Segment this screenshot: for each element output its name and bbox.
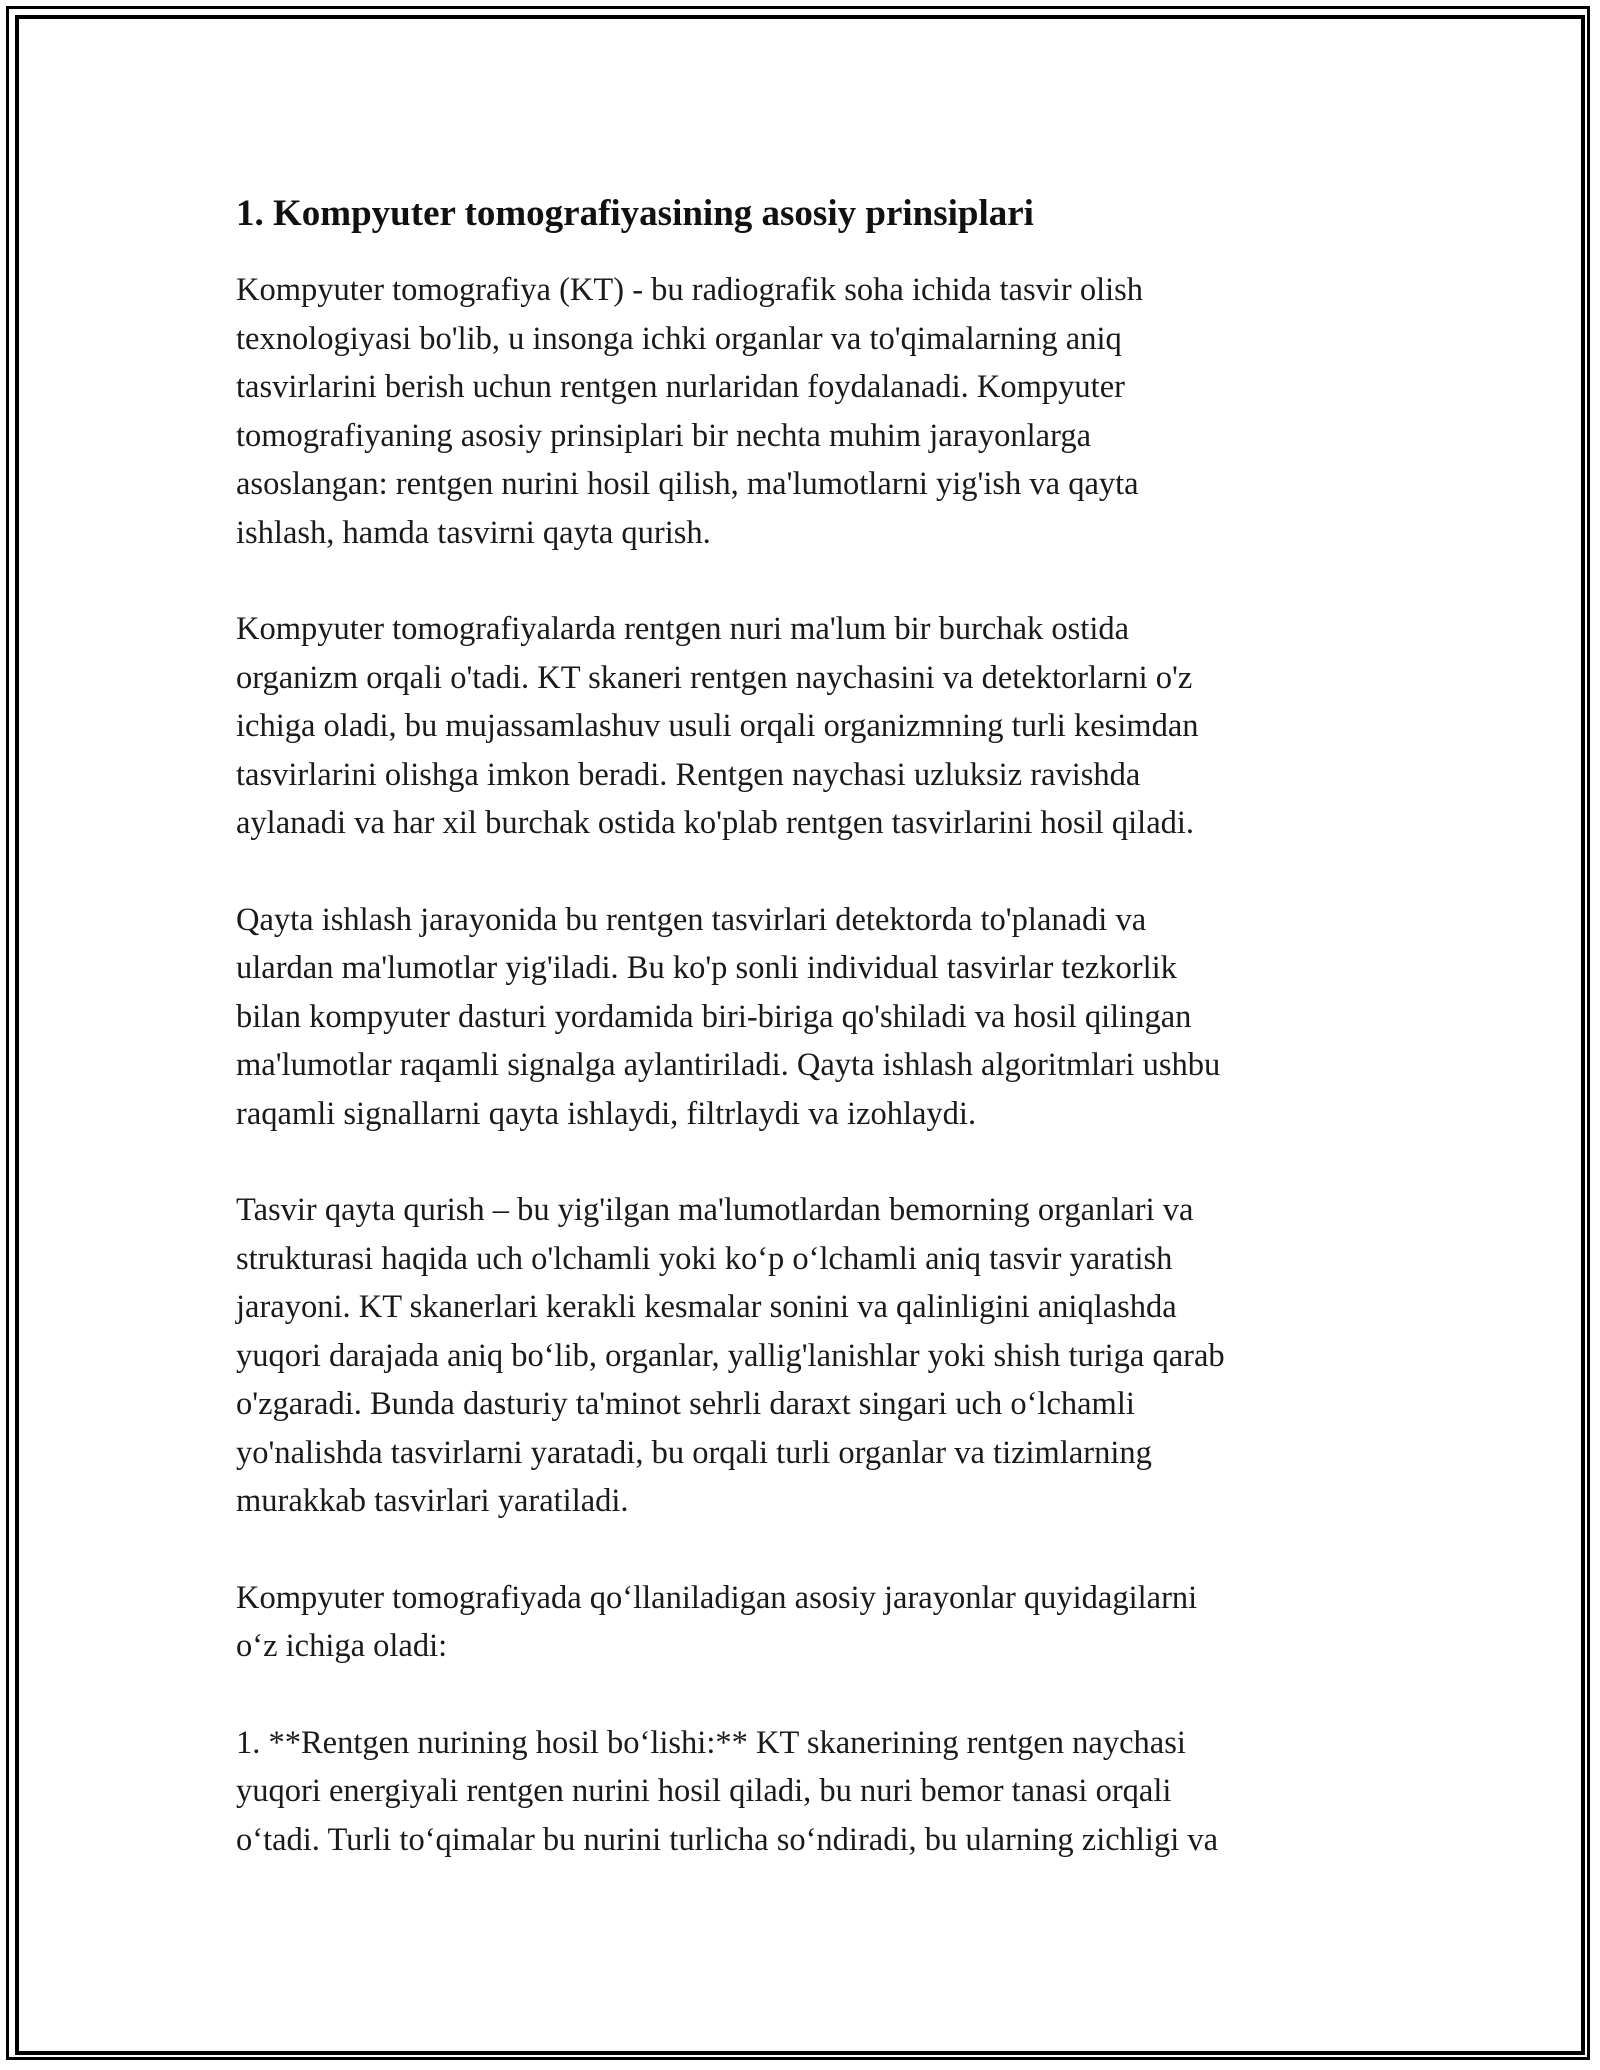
text-line: organizm orqali o'tadi. KT skaneri rentgen naychasini va detektorlarni o'z (236, 659, 1193, 696)
text-line: ma'lumotlar raqamli signalga aylantiriladi. Qayta ishlash algoritmlari ushbu (236, 1047, 1221, 1083)
text-line: jarayoni. KT skanerlari kerakli kesmalar sonini va qalinligini aniqlashda (236, 1289, 1177, 1325)
text-line: texnologiyasi bo'lib, u insonga ichki organlar va to'qimalarning aniq (236, 320, 1122, 357)
text-line: tasvirlarini berish uchun rentgen nurlaridan foydalanadi. Kompyuter (236, 369, 1125, 405)
text-line: Tasvir qayta qurish – bu yig'ilgan ma'lumotlardan bemorning organlari va (236, 1192, 1194, 1228)
text-line: yuqori darajada aniq boʻlib, organlar, yallig'lanishlar yoki shish turiga qarab (236, 1337, 1225, 1374)
paragraph (236, 605, 1364, 848)
text-line: o'zgaradi. Bunda dasturiy ta'minot sehrli daraxt singari uch oʻlchamli (236, 1386, 1135, 1422)
text-line: yo'nalishda tasvirlarni yaratadi, bu orqali turli organlar va tizimlarning (236, 1434, 1152, 1471)
text-line: yuqori energiyali rentgen nurini hosil qiladi, bu nuri bemor tanasi orqali (236, 1773, 1172, 1809)
text-line: oʻz ichiga oladi: (236, 1628, 448, 1664)
text-line: bilan kompyuter dasturi yordamida biri-biriga qo'shiladi va hosil qilingan (236, 998, 1192, 1035)
text-line: tasvirlarini olishga imkon beradi. Rentgen naychasi uzluksiz ravishda (236, 756, 1141, 793)
text-line: strukturasi haqida uch o'lchamli yoki koʻp oʻlchamli aniq tasvir yaratish (236, 1240, 1173, 1277)
text-line: raqamli signallarni qayta ishlaydi, filtrlaydi va izohlaydi. (236, 1095, 977, 1132)
text-line: Kompyuter tomografiyada qoʻllaniladigan asosiy jarayonlar quyidagilarni (236, 1579, 1198, 1616)
text-line: Kompyuter tomografiya (KT) - bu radiografik soha ichida tasvir olish (236, 272, 1144, 308)
text-line: 1. **Rentgen nurining hosil boʻlishi:** KT skanerining rentgen naychasi (236, 1724, 1186, 1761)
section-heading: 1. Kompyuter tomografiyasining asosiy prinsiplari (236, 193, 1034, 234)
paragraph (236, 266, 1364, 557)
text-line: aylanadi va har xil burchak ostida ko'plab rentgen tasvirlarini hosil qiladi. (236, 805, 1195, 841)
paragraph (236, 896, 1364, 1139)
text-line: murakkab tasvirlari yaratiladi. (236, 1483, 629, 1519)
text-line: asoslangan: rentgen nurini hosil qilish, ma'lumotlarni yig'ish va qayta (236, 466, 1139, 502)
text-line: ulardan ma'lumotlar yig'iladi. Bu ko'p sonli individual tasvirlar tezkorlik (236, 950, 1177, 986)
text-line: ishlash, hamda tasvirni qayta qurish. (236, 514, 711, 551)
paragraph (236, 1719, 1364, 1865)
paragraph (236, 1186, 1364, 1526)
text-line: Qayta ishlash jarayonida bu rentgen tasvirlari detektorda to'planadi va (236, 901, 1147, 938)
text-line: ichiga oladi, bu mujassamlashuv usuli orqali organizmning turli kesimdan (236, 708, 1199, 744)
document-page (236, 186, 1364, 1912)
text-line: oʻtadi. Turli toʻqimalar bu nurini turlicha soʻndiradi, bu ularning zichligi va (236, 1821, 1219, 1858)
text-line: tomografiyaning asosiy prinsiplari bir nechta muhim jarayonlarga (236, 417, 1092, 454)
paragraph (236, 1574, 1364, 1671)
text-line: Kompyuter tomografiyalarda rentgen nuri ma'lum bir burchak ostida (236, 611, 1130, 647)
document-body (236, 266, 1364, 1864)
